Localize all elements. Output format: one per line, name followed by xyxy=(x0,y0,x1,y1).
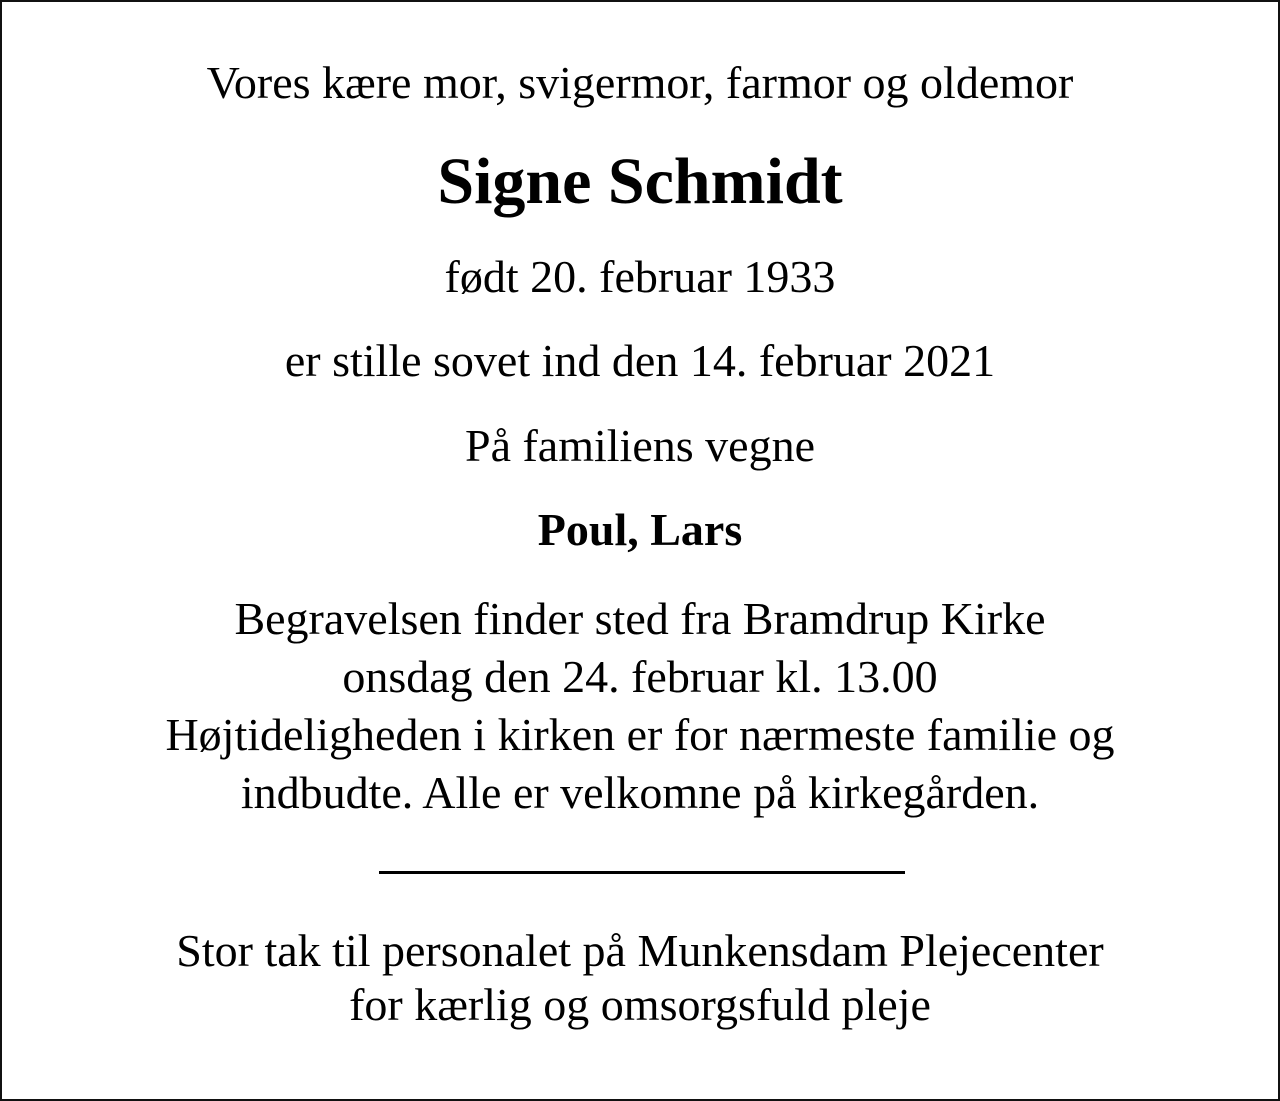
signers: Poul, Lars xyxy=(537,504,743,555)
death-date: er stille sovet ind den 14. februar 2021 xyxy=(284,335,996,386)
on-behalf-text: På familiens vegne xyxy=(464,420,815,471)
thanks-text xyxy=(2,924,1278,1032)
thanks-line: Stor tak til personalet på Munkensdam Plejecenter xyxy=(176,925,1104,976)
funeral-line: Højtideligheden i kirken er for nærmeste familie og xyxy=(165,709,1115,760)
funeral-line: indbudte. Alle er velkomne på kirkegården. xyxy=(240,767,1040,818)
deceased-name: Signe Schmidt xyxy=(437,145,843,218)
funeral-details xyxy=(2,590,1278,822)
divider-rule xyxy=(379,871,905,874)
funeral-line: Begravelsen finder sted fra Bramdrup Kirke xyxy=(234,593,1046,644)
intro-text: Vores kære mor, svigermor, farmor og oldemor xyxy=(206,57,1074,108)
thanks-line: for kærlig og omsorgsfuld pleje xyxy=(349,979,931,1030)
birth-date: født 20. februar 1933 xyxy=(444,251,836,302)
funeral-line: onsdag den 24. februar kl. 13.00 xyxy=(342,651,938,702)
